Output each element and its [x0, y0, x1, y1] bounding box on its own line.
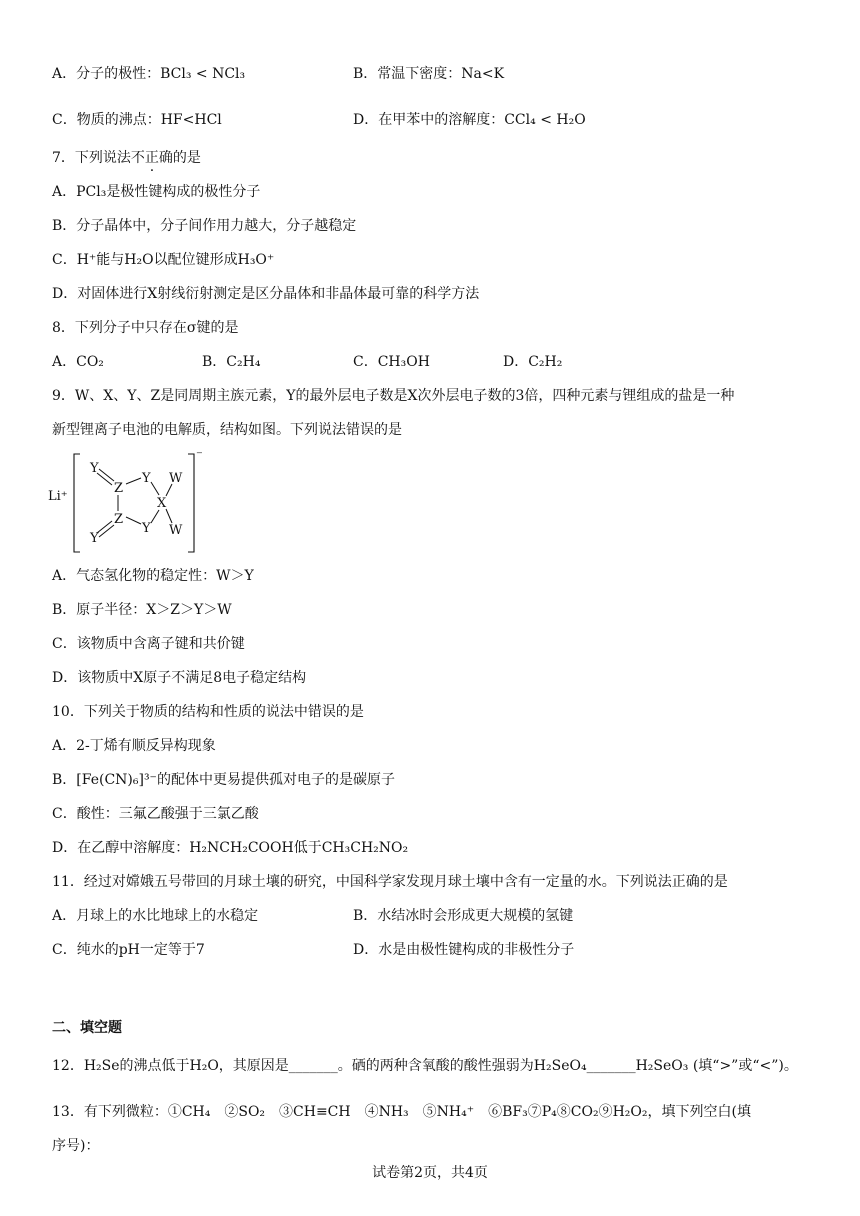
fig-atom-w-bottom: W: [169, 523, 183, 538]
fig-bond-x-w-bottom: [166, 509, 172, 523]
fig-anion-charge: ⁻: [196, 450, 203, 463]
q8-option-c: C．CH₃OH: [353, 354, 430, 370]
q9-structure-figure: [46, 450, 216, 556]
q7-stem-emphasis: 不正确: [130, 150, 173, 166]
section-title-fill-in: 二、填空题: [52, 1020, 122, 1036]
fig-bond-y-x-bottom: [151, 510, 159, 523]
q10-option-b: B．[Fe(CN)₆]³⁻的配体中更易提供孤对电子的是碳原子: [52, 772, 395, 788]
q6-option-d: D．在甲苯中的溶解度：CCl₄ < H₂O: [353, 112, 586, 128]
fig-left-bracket: [74, 454, 80, 552]
q9-option-b: B．原子半径：X＞Z＞Y＞W: [52, 602, 232, 618]
q7-option-b: B．分子晶体中，分子间作用力越大，分子越稳定: [52, 218, 357, 234]
fig-bond-double-bottom-1: [97, 521, 112, 533]
q9-option-a: A．气态氢化物的稳定性：W＞Y: [52, 568, 254, 584]
q8-option-a: A．CO₂: [52, 354, 104, 370]
q11-stem: 11．经过对嫦娥五号带回的月球土壤的研究，中国科学家发现月球土壤中含有一定量的水。下列说法正确的是: [52, 874, 728, 890]
fig-atom-w-top: W: [169, 471, 183, 486]
fig-bond-double-bottom-2: [99, 525, 114, 537]
q7-option-c: C．H⁺能与H₂O以配位键形成H₃O⁺: [52, 252, 275, 268]
q11-option-a: A．月球上的水比地球上的水稳定: [52, 908, 259, 924]
q8-stem: 8．下列分子中只存在σ键的是: [52, 320, 239, 336]
fig-bond-double-top-1: [99, 469, 114, 481]
fig-bond-y-x-top: [151, 482, 159, 495]
q9-stem-line1: 9．W、X、Y、Z是同周期主族元素，Y的最外层电子数是X次外层电子数的3倍，四种元素与锂组成的盐是一种: [52, 388, 735, 404]
q8-option-d: D．C₂H₂: [503, 354, 563, 370]
q6-option-c: C．物质的沸点：HF<HCl: [52, 112, 222, 128]
page-footer: 试卷第2页，共4页: [372, 1165, 488, 1181]
fig-right-bracket: [188, 454, 194, 552]
q7-option-a: A．PCl₃是极性键构成的极性分子: [52, 184, 261, 200]
q9-option-c: C．该物质中含离子键和共价键: [52, 636, 245, 652]
fig-bond-z-y-bottom: [126, 517, 141, 524]
fig-li-cation: Li⁺: [48, 489, 68, 504]
fig-atom-y-right-bottom: Y: [142, 521, 151, 536]
q10-option-c: C．酸性：三氟乙酸强于三氯乙酸: [52, 806, 259, 822]
q9-stem-line2: 新型锂离子电池的电解质，结构如图。下列说法错误的是: [52, 422, 402, 438]
q8-option-b: B．C₂H₄: [202, 354, 261, 370]
q7-option-d: D．对固体进行X射线衍射测定是区分晶体和非晶体最可靠的科学方法: [52, 286, 480, 302]
q7-stem: [52, 148, 201, 168]
q7-stem-pre: 7．下列说法: [52, 150, 131, 166]
q13-line1: 13．有下列微粒：①CH₄ ②SO₂ ③CH≡CH ④NH₃ ⑤NH₄⁺ ⑥BF₃⑦P₄⑧CO₂⑨H₂O₂，填下列空白(填: [52, 1104, 751, 1120]
q6-option-b: B．常温下密度：Na<K: [353, 66, 505, 82]
fig-bond-z-y-top: [126, 478, 141, 484]
fig-bond-double-top-2: [97, 473, 112, 485]
fig-atom-y-top: Y: [90, 461, 99, 476]
q11-option-d: D．水是由极性键构成的非极性分子: [353, 942, 575, 958]
fig-atom-z-bottom: Z: [114, 512, 124, 527]
fig-atom-x-center: X: [157, 496, 167, 511]
q6-option-a: A．分子的极性：BCl₃ < NCl₃: [52, 66, 246, 82]
q11-option-b: B．水结冰时会形成更大规模的氢键: [353, 908, 574, 924]
q10-option-a: A．2-丁烯有顺反异构现象: [52, 738, 216, 754]
q11-option-c: C．纯水的pH一定等于7: [52, 942, 205, 958]
q10-stem: 10．下列关于物质的结构和性质的说法中错误的是: [52, 704, 364, 720]
fig-atom-z-top: Z: [114, 481, 124, 496]
q9-option-d: D．该物质中X原子不满足8电子稳定结构: [52, 670, 307, 686]
q12-text: 12．H₂Se的沸点低于H₂O，其原因是_______。硒的两种含氧酸的酸性强弱为H₂SeO₄_______H₂SeO₃ (填“>”或“<”)。: [52, 1058, 798, 1074]
q10-option-d: D．在乙醇中溶解度：H₂NCH₂COOH低于CH₃CH₂NO₂: [52, 840, 409, 856]
fig-atom-y-right-top: Y: [142, 471, 151, 486]
fig-atom-y-bottom: Y: [90, 531, 99, 546]
q7-stem-post: 的是: [172, 150, 201, 166]
q13-line2: 序号)：: [52, 1138, 100, 1154]
